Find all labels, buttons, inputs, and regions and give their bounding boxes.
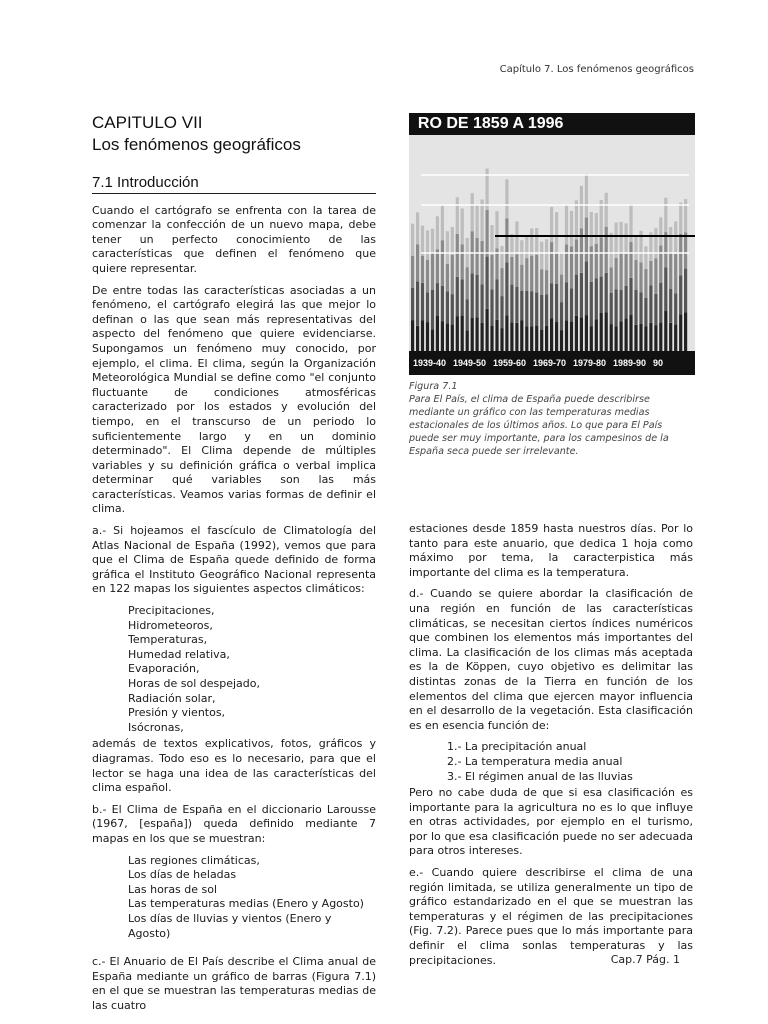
- bar-segment: [620, 253, 623, 290]
- bar-segment: [649, 323, 652, 351]
- bar-segment: [446, 231, 449, 264]
- bar-segment: [456, 317, 459, 352]
- bar-segment: [520, 291, 523, 321]
- paragraph-after-d: Pero no cabe duda de que si esa clasificación es importante para la agricultura no es lo que influye en otras actividades, por ejemplo en el turismo, por lo que esa clasificación puede no ser adecuada para otros intereses.: [409, 786, 693, 858]
- bar-segment: [634, 260, 637, 290]
- bar-segment: [545, 294, 548, 325]
- bar-segment: [615, 289, 618, 326]
- list-item: 3.- El régimen anual de las lluvias: [447, 769, 633, 783]
- bar-segment: [684, 199, 687, 232]
- tick-label: 1959-60: [493, 358, 527, 368]
- bar-segment: [510, 322, 513, 351]
- bar-segment: [426, 292, 429, 322]
- bar-segment: [590, 246, 593, 282]
- bar-segment: [634, 325, 637, 351]
- bar-segment: [590, 282, 593, 327]
- bar-segment: [481, 323, 484, 351]
- paragraph-c-cont: estaciones desde 1859 hasta nuestros días. Por lo tanto para este anuario, que dedica 1 hoja como máximo por tema, la caracterpistica más importante del clima es la temperatura.: [409, 522, 693, 579]
- bar-segment: [600, 313, 603, 351]
- bar-segment: [505, 263, 508, 316]
- list-item: Humedad relativa,: [128, 647, 230, 661]
- bar-segment: [545, 270, 548, 294]
- bar-segment: [461, 209, 464, 245]
- bar-segment: [461, 316, 464, 351]
- bar-segment: [446, 291, 449, 323]
- bar-segment: [580, 186, 583, 229]
- bar-segment: [570, 288, 573, 321]
- list-a: [128, 604, 376, 735]
- bar-segment: [471, 231, 474, 273]
- bar-segment: [620, 321, 623, 351]
- bar-segment: [585, 218, 588, 262]
- bar-segment: [634, 236, 637, 260]
- running-header: Capítulo 7. Los fenómenos geográficos: [499, 64, 694, 75]
- bar-segment: [555, 322, 558, 351]
- bar-segment: [644, 327, 647, 352]
- bar-segment: [535, 228, 538, 255]
- bar-segment: [664, 311, 667, 351]
- bar-segment: [505, 315, 508, 351]
- bar-segment: [525, 326, 528, 351]
- paragraph-intro-1: Cuando el cartógrafo se enfrenta con la tarea de comenzar la confección de un nuevo mapa, debe tener un perfecto conocimiento de las características que definen el fenómeno que quiere representar.: [92, 203, 376, 275]
- bar-segment: [550, 319, 553, 352]
- tick-label: 1939-40: [413, 358, 447, 368]
- bar-segment: [451, 255, 454, 294]
- list-item: Presión y vientos,: [128, 706, 226, 720]
- bar-segment: [456, 234, 459, 277]
- bar-segment: [649, 261, 652, 286]
- paragraph-b: b.- El Clima de España en el diccionario Larousse (1967, [españa]) queda definido mediante 7 mapas en los que se muestran:: [92, 802, 376, 845]
- bar-segment: [416, 281, 419, 325]
- bar-segment: [436, 216, 439, 249]
- figure-title: [409, 113, 695, 135]
- bar-segment: [436, 249, 439, 283]
- bar-segment: [629, 242, 632, 278]
- bar-segment: [441, 240, 444, 286]
- bar-segment: [649, 286, 652, 323]
- left-column: [92, 112, 376, 1020]
- bar-segment: [486, 257, 489, 309]
- bar-segment: [555, 212, 558, 252]
- bar-segment: [600, 238, 603, 277]
- bar-segment: [625, 254, 628, 286]
- bar-segment: [674, 293, 677, 324]
- bar-segment: [684, 312, 687, 351]
- list-item: Evaporación,: [128, 662, 200, 676]
- bar-segment: [605, 193, 608, 227]
- bar-segment: [625, 286, 628, 318]
- bar-segment: [605, 227, 608, 273]
- bar-segment: [644, 298, 647, 327]
- bar-segment: [411, 320, 414, 351]
- bar-segment: [565, 244, 568, 282]
- bar-segment: [560, 275, 563, 303]
- list-item: Temperaturas,: [128, 633, 208, 647]
- bar-segment: [674, 325, 677, 351]
- bar-segment: [461, 244, 464, 279]
- bar-segment: [615, 326, 618, 351]
- bar-segment: [620, 290, 623, 322]
- bar-segment: [580, 228, 583, 273]
- bar-segment: [495, 211, 498, 248]
- bar-segment: [471, 273, 474, 317]
- bar-segment: [486, 309, 489, 351]
- bar-segment: [441, 206, 444, 241]
- bar-segment: [684, 269, 687, 313]
- bar-segment: [585, 261, 588, 315]
- bar-segment: [629, 315, 632, 351]
- bar-segment: [411, 256, 414, 288]
- bar-segment: [605, 313, 608, 352]
- bar-segment: [659, 245, 662, 283]
- bar-segment: [679, 275, 682, 314]
- bar-segment: [436, 283, 439, 316]
- bar-segment: [476, 238, 479, 275]
- bar-segment: [595, 278, 598, 319]
- bar-segment: [654, 258, 657, 294]
- bar-segment: [575, 200, 578, 239]
- bar-segment: [446, 264, 449, 292]
- bar-segment: [615, 258, 618, 289]
- bar-segment: [500, 246, 503, 268]
- list-item: 1.- La precipitación anual: [447, 740, 587, 754]
- bar-segment: [476, 275, 479, 318]
- bar-segment: [669, 253, 672, 289]
- bar-segment: [515, 254, 518, 287]
- temperature-bar-chart: [409, 135, 695, 375]
- bar-segment: [664, 198, 667, 232]
- bar-segment: [416, 212, 419, 244]
- bar-segment: [525, 235, 528, 258]
- page-number: Cap.7 Pág. 1: [610, 953, 680, 966]
- bar-segment: [550, 283, 553, 318]
- bar-segment: [530, 326, 533, 351]
- list-item: Hidrometeoros,: [128, 618, 213, 632]
- bar-segment: [500, 296, 503, 328]
- bar-segment: [679, 314, 682, 351]
- bar-segment: [620, 222, 623, 253]
- caption-label: Figura 7.1: [409, 381, 458, 392]
- bar-segment: [669, 227, 672, 253]
- bar-segment: [580, 273, 583, 317]
- tick-label: 90: [653, 358, 664, 368]
- bar-segment: [674, 221, 677, 254]
- bar-segment: [456, 197, 459, 234]
- bar-segment: [426, 322, 429, 351]
- bar-segment: [505, 218, 508, 262]
- bar-segment: [669, 289, 672, 323]
- bar-segment: [575, 240, 578, 275]
- list-item: Las horas de sol: [128, 882, 218, 896]
- bar-segment: [679, 203, 682, 234]
- list-item: Precipitaciones,: [128, 604, 215, 618]
- bar-segment: [560, 252, 563, 274]
- bar-segment: [639, 262, 642, 292]
- bar-segment: [476, 317, 479, 351]
- bar-segment: [431, 253, 434, 290]
- bar-segment: [605, 273, 608, 313]
- bar-segment: [441, 286, 444, 322]
- list-item: Horas de sol despejado,: [128, 677, 260, 690]
- bar-segment: [545, 239, 548, 270]
- bar-segment: [575, 316, 578, 351]
- bar-segment: [659, 323, 662, 351]
- bar-segment: [560, 302, 563, 330]
- list-b: [128, 854, 376, 942]
- bar-segment: [644, 246, 647, 269]
- bar-segment: [639, 324, 642, 351]
- bar-segment: [575, 275, 578, 316]
- bar-segment: [530, 256, 533, 292]
- paragraph-a: a.- Si hojeamos el fascículo de Climatología del Atlas Nacional de España (1992), vemos que para que el Clima de España quede definido de forma gráfica el Instituto Geográfico Nacional representa en 122 mapas los siguientes aspectos climáticos:: [92, 524, 376, 596]
- bar-segment: [565, 282, 568, 320]
- bar-segment: [565, 320, 568, 351]
- section-title: 7.1 Introducción: [92, 176, 376, 194]
- bar-segment: [416, 326, 419, 351]
- bar-segment: [451, 294, 454, 324]
- bar-segment: [461, 279, 464, 315]
- bar-segment: [500, 328, 503, 351]
- bar-segment: [495, 320, 498, 351]
- caption-text: Para El País, el clima de España puede describirse mediante un gráfico con las temperaturas medias estacionales de los últimos años. Lo que para El País puede ser muy importante, para los campesinos de la España seca puede ser irrelevante.: [409, 394, 669, 457]
- bar-segment: [590, 327, 593, 352]
- bar-segment: [634, 290, 637, 325]
- bar-segment: [625, 318, 628, 351]
- bar-segment: [515, 323, 518, 351]
- tick-label: 1989-90: [613, 358, 647, 368]
- bar-segment: [560, 330, 563, 351]
- list-item: Las temperaturas medias (Enero y Agosto): [128, 897, 364, 911]
- bar-segment: [421, 256, 424, 283]
- chapter-title: Los fenómenos geográficos: [92, 135, 301, 154]
- bar-segment: [664, 267, 667, 311]
- bar-segment: [535, 292, 538, 325]
- bar-segment: [545, 326, 548, 351]
- bar-segment: [456, 277, 459, 317]
- bar-segment: [481, 200, 484, 241]
- bar-segment: [520, 321, 523, 352]
- bar-segment: [600, 277, 603, 313]
- bar-segment: [565, 205, 568, 245]
- bar-segment: [664, 232, 667, 267]
- figure-title-text: RO DE 1859 A 1996: [417, 115, 564, 132]
- bar-segment: [421, 283, 424, 320]
- bar-segment: [490, 255, 493, 289]
- list-item: Isócronas,: [128, 720, 184, 734]
- bar-segment: [659, 217, 662, 245]
- bar-segment: [530, 229, 533, 256]
- list-item: Los días de lluvias y vientos (Enero y Agosto): [128, 911, 332, 940]
- bar-segment: [625, 223, 628, 254]
- bar-segment: [595, 213, 598, 244]
- bar-segment: [441, 322, 444, 352]
- bar-segment: [540, 295, 543, 330]
- bar-segment: [540, 269, 543, 295]
- bar-segment: [520, 265, 523, 291]
- bar-segment: [555, 284, 558, 322]
- list-item: Radiación solar,: [128, 691, 216, 705]
- bar-segment: [490, 289, 493, 326]
- paragraph-d: d.- Cuando se quiere abordar la clasificación de una región en función de las características climáticas, se necesitan ciertos índices numéricos que combinen los elementos más importantes del clima. La clasificación de los climas más aceptada es la de Köppen, cuyo objetivo es delimitar las distintas zonas de la Tierra en función de los elementos del clima que ejercen mayor influencia en el desarrollo de la vegetación. Esta clasificación es en esencia función de:: [409, 587, 693, 732]
- bar-segment: [411, 288, 414, 321]
- bar-segment: [610, 267, 613, 292]
- bar-segment: [595, 244, 598, 278]
- chapter-number: CAPITULO VII: [92, 113, 203, 132]
- bar-segment: [421, 320, 424, 351]
- bar-segment: [639, 293, 642, 324]
- bar-segment: [644, 269, 647, 298]
- bar-segment: [654, 294, 657, 325]
- list-item: Las regiones climáticas,: [128, 853, 260, 867]
- bar-segment: [580, 317, 583, 351]
- bar-segment: [659, 283, 662, 323]
- bar-segment: [421, 226, 424, 256]
- bar-segment: [431, 329, 434, 351]
- bar-segment: [525, 258, 528, 291]
- bar-segment: [436, 316, 439, 351]
- bar-segment: [510, 284, 513, 322]
- list-item: Los días de heladas: [128, 868, 237, 882]
- bar-segment: [431, 290, 434, 329]
- bar-segment: [610, 324, 613, 351]
- bar-segment: [471, 318, 474, 351]
- bar-segment: [471, 193, 474, 231]
- bar-segment: [590, 212, 593, 246]
- bar-segment: [481, 284, 484, 322]
- bar-segment: [490, 326, 493, 351]
- bar-segment: [654, 325, 657, 351]
- bar-segment: [570, 321, 573, 351]
- right-column: [409, 522, 693, 975]
- bar-segment: [629, 278, 632, 315]
- bar-segment: [426, 260, 429, 293]
- bar-segment: [570, 211, 573, 247]
- bar-segment: [411, 224, 414, 256]
- bar-segment: [550, 242, 553, 283]
- bar-segment: [446, 324, 449, 352]
- bar-segment: [610, 233, 613, 267]
- bar-segment: [466, 267, 469, 299]
- bar-segment: [674, 254, 677, 293]
- tick-label: 1979-80: [573, 358, 607, 368]
- bar-segment: [540, 330, 543, 351]
- bar-segment: [669, 323, 672, 351]
- bar-segment: [525, 291, 528, 326]
- bar-segment: [500, 268, 503, 296]
- bar-segment: [535, 326, 538, 351]
- bar-segment: [684, 233, 687, 269]
- bar-segment: [426, 230, 429, 259]
- bar-segment: [451, 324, 454, 351]
- bar-segment: [476, 204, 479, 238]
- bar-segment: [490, 225, 493, 255]
- bar-segment: [515, 287, 518, 323]
- bar-segment: [679, 234, 682, 275]
- bar-segment: [481, 241, 484, 284]
- paragraph-c: c.- El Anuario de El País describe el Clima anual de España mediante un gráfico de barras (Figura 7.1) en el que se muestran las temperaturas medias de las cuatro: [92, 955, 376, 1012]
- bar-segment: [540, 242, 543, 270]
- bar-segment: [466, 330, 469, 351]
- bar-segment: [585, 315, 588, 351]
- bar-segment: [416, 244, 419, 281]
- list-item: 2.- La temperatura media anual: [447, 754, 623, 768]
- list-d: [447, 740, 693, 784]
- bar-segment: [510, 257, 513, 285]
- bar-segment: [585, 174, 588, 218]
- bar-segment: [515, 222, 518, 255]
- bar-segment: [495, 280, 498, 320]
- bar-segment: [535, 255, 538, 293]
- bar-segment: [505, 179, 508, 218]
- tick-label: 1949-50: [453, 358, 487, 368]
- paragraph-e: e.- Cuando quiere describirse el clima de una región limitada, se utiliza generalmente un tipo de gráfico estandarizado en el que se muestran las temperaturas y el régimen de las precipitaciones (Fig. 7.2). Parece pues que lo más importante para definir el clima sonlas temperaturas y las precipitaciones.: [409, 866, 693, 967]
- paragraph-intro-2: De entre todas las características asociadas a un fenómeno, el cartógrafo elegirá las que mejor lo definan o las que sean más representativas del aspecto del fenómeno que quiere evidenciarse. Supongamos un fenómeno muy conocido, por ejemplo, el clima. El clima, según la Organización Meteorológica Mundial se define como "el conjunto fluctuante de condiciones atmosféricas caracterizado por los estados y evolución del tiempo, en el transcurso de un periodo lo suficientemente largo y en un dominio determinado". El Clima depende de múltiples variables y su definición gráfica o verbal implica determinar qué variables son las más características. Veamos varias formas de definir el clima.: [92, 283, 376, 516]
- paragraph-after-a: además de textos explicativos, fotos, gráficos y diagramas. Todo eso es lo necesario, para que el lector se haga una idea de las características del clima español.: [92, 737, 376, 795]
- figure-7-1: [409, 113, 695, 375]
- bar-segment: [555, 252, 558, 283]
- tick-label: 1969-70: [533, 358, 567, 368]
- bar-segment: [595, 319, 598, 351]
- bar-segment: [610, 293, 613, 324]
- bar-segment: [451, 227, 454, 255]
- bar-segment: [466, 299, 469, 330]
- bar-segment: [431, 229, 434, 253]
- bar-segment: [654, 228, 657, 258]
- bar-segment: [486, 210, 489, 257]
- figure-caption: [409, 380, 695, 458]
- bar-segment: [530, 291, 533, 326]
